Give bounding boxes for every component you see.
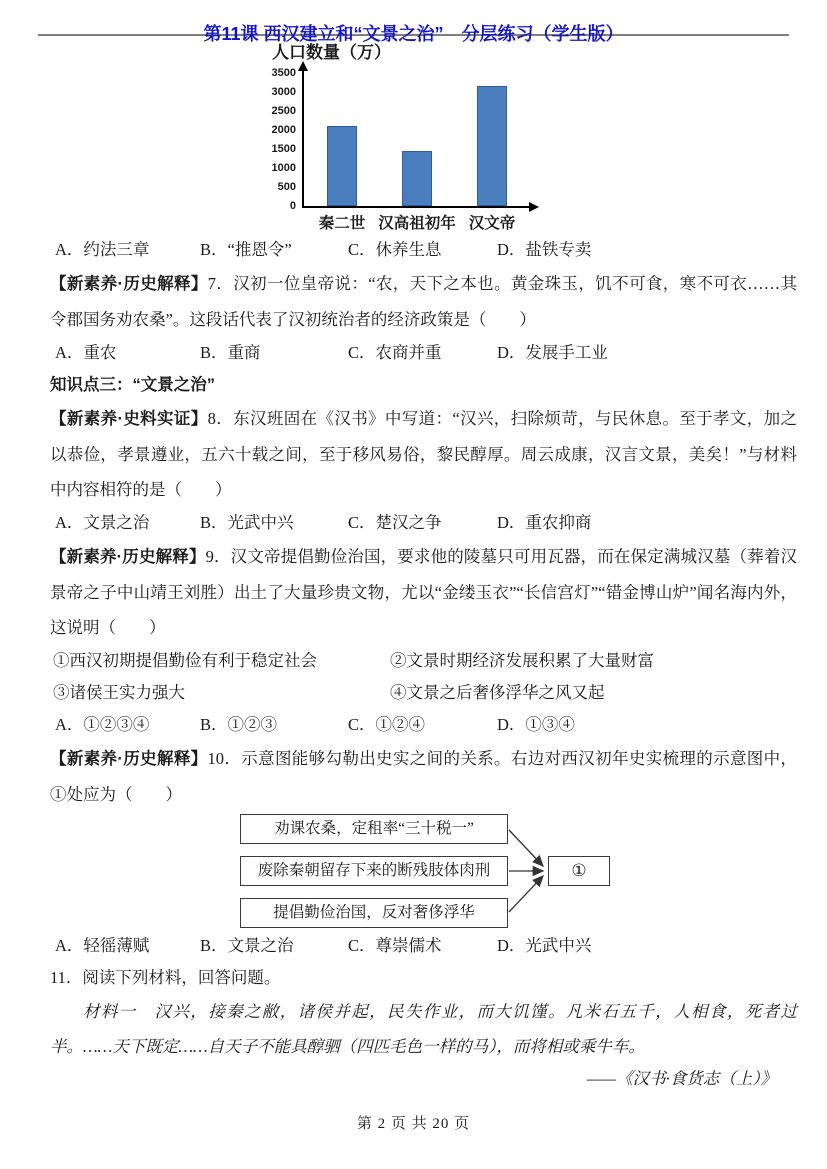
flowchart-arrows-icon [50,814,797,928]
y-axis-tick-label: 2500 [271,105,296,117]
chart-title: 人口数量（万） [272,43,391,62]
x-axis-line [302,206,530,208]
q9-text: 9．汉文帝提倡勤俭治国，要求他的陵墓只可用瓦器，而在保定满城汉墓（葬着汉景帝之子中山靖王刘胜）出土了大量珍贵文物，尤以“金缕玉衣”“长信宫灯”“错金博山炉”闻名海内外，这说明（ ） [50,547,797,637]
q8-options-row [50,507,797,539]
y-axis-tick-label: 3000 [271,86,296,98]
y-axis-tick-label: 3500 [271,67,296,79]
q9-statement-4: ④文景之后奢侈浮华之风又起 [390,683,605,702]
x-axis-category-label: 汉文帝 [468,215,516,232]
q11-material-1: 材料一 汉兴，接秦之敝，诸侯并起，民失作业，而大饥馑。凡米石五千，人相食，死者过半。……天下既定……自天子不能具醇驷（四匹毛色一样的马），而将相或乘牛车。 [50,1002,797,1056]
q9-options-row [50,709,797,741]
q9-option-b: B．①②③ [200,715,278,734]
q9-statement-1: ①西汉初期提倡勤俭有利于稳定社会 [53,651,317,670]
page-content [0,42,827,1094]
flowchart-box-1: 劝课农桑，定租率“三十税一” [240,814,508,844]
q9-statements-row-2 [50,677,797,709]
q9-option-c: C．①②④ [348,715,426,734]
q8-option-d: D．重农抑商 [497,513,592,532]
q8-competency-tag: 【新素养·史料实证】 [50,410,208,428]
q6-option-a: A．约法三章 [55,240,150,259]
q10-option-a: A．轻徭薄赋 [55,936,150,955]
q8-text: 8．东汉班固在《汉书》中写道：“汉兴，扫除烦苛，与民休息。至于孝文，加之以恭俭，孝景遵业，五六十载之间，至于移风易俗，黎民醇厚。周云成康，汉言文景，美矣！”与材料中内容相符的是（ ） [50,409,798,499]
q11-material-source: ——《汉书·食货志（上）》 [586,1069,777,1088]
q10-options-row [50,930,797,962]
q6-option-d: D．盐铁专卖 [497,240,592,259]
y-axis-tick-label: 500 [277,181,296,193]
y-axis-tick-label: 1000 [271,162,296,174]
q6-option-c: C．休养生息 [348,240,442,259]
page-number: 第 2 页 共 20 页 [356,1116,471,1132]
q7-option-d: D．发展手工业 [497,343,608,362]
q7-competency-tag: 【新素养·历史解释】 [50,275,208,293]
doc-title: 第11课 西汉建立和“文景之治” 分层练习（学生版） [203,24,624,44]
section-heading-knowledge-point-3: 知识点三：“文景之治” [50,376,215,394]
x-axis-category-label: 秦二世 [318,215,366,232]
q7-stem [50,266,797,337]
q8-option-a: A．文景之治 [55,513,150,532]
q10-competency-tag: 【新素养·历史解释】 [50,750,208,768]
q9-statement-2: ②文景时期经济发展积累了大量财富 [390,651,654,670]
flowchart-target-box: ① [548,856,610,886]
chart-bar-秦二世 [327,126,357,206]
q9-statement-3: ③诸侯王实力强大 [53,683,185,702]
population-chart [262,42,592,234]
q10-flowchart [50,814,797,928]
x-axis-category-label: 汉高祖初年 [378,215,456,232]
q10-option-c: C．尊崇儒术 [348,936,442,955]
y-axis-line [302,70,304,207]
q9-statements-row-1 [50,645,797,677]
q11-intro: 11．阅读下列材料，回答问题。 [50,968,281,987]
q9-stem [50,539,797,645]
q9-competency-tag: 【新素养·历史解释】 [50,548,206,566]
chart-plot [262,66,582,234]
q9-option-d: D．①③④ [497,715,575,734]
q10-option-d: D．光武中兴 [497,936,592,955]
q7-option-a: A．重农 [55,343,117,362]
q10-option-b: B．文景之治 [200,936,294,955]
q7-option-b: B．重商 [200,343,261,362]
flowchart-box-3: 提倡勤俭治国，反对奢侈浮华 [240,898,508,928]
q6-options-row [50,234,797,266]
q9-option-a: A．①②③④ [55,715,150,734]
q6-option-b: B．“推恩令” [200,240,292,259]
q8-option-c: C．楚汉之争 [348,513,442,532]
y-axis-tick-label: 2000 [271,124,296,136]
q7-option-c: C．农商并重 [348,343,442,362]
q10-stem [50,741,797,812]
q8-stem [50,401,797,507]
flowchart-box-2: 废除秦朝留存下来的断残肢体肉刑 [240,856,508,886]
chart-bar-汉文帝 [477,86,507,206]
y-axis-tick-label: 0 [289,200,296,212]
q10-text: 10．示意图能够勾勒出史实之间的关系。右边对西汉初年史实梳理的示意图中，①处应为（ ） [50,749,798,804]
y-axis-tick-label: 1500 [271,143,296,155]
q8-option-b: B．光武中兴 [200,513,294,532]
q7-text: 7．汉初一位皇帝说：“农，天下之本也。黄金珠玉，饥不可食，寒不可衣……其令郡国务劝农桑”。这段话代表了汉初统治者的经济政策是（ ） [50,274,797,329]
q7-options-row [50,337,797,369]
chart-bar-汉高祖初年 [402,151,432,206]
